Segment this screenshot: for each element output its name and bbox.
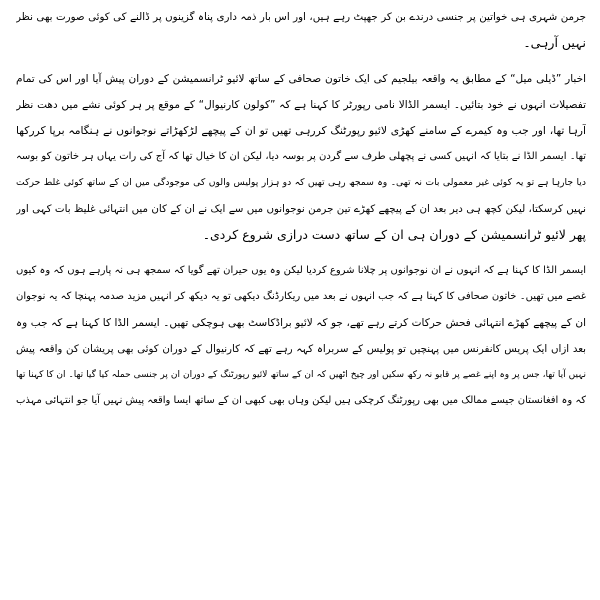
text-line: غصے میں تھیں۔ خاتون صحافی کا کہنا ہے کہ جب انہوں نے بعد میں ریکارڈنگ دیکھی تو یہ دیکھ کر انہیں مزید صدمہ پہنچا کہ یہ نوجوان bbox=[16, 291, 586, 302]
text-line: ایسمر الڈا کا کہنا ہے کہ انہوں نے ان نوجوانوں پر چلانا شروع کردیا لیکن وہ یوں حیران تھے گویا کہ سمجھ ہی نہ پارہے ہوں کہ وہ کیوں bbox=[16, 265, 586, 276]
text-line: پھر لائیو ٹرانسمیشن کے دوران ہی ان کے ساتھ دست درازی شروع کردی۔ bbox=[202, 227, 586, 242]
text-line: نہیں آیا تھا، جس پر وہ اپنے غصے پر قابو نہ رکھ سکیں اور چیخ اٹھیں کہ ان کے ساتھ لائیو رپورٹنگ کے دوران ان پر جنسی حملہ کیا گیا تھا۔ ان کا کہنا تھا bbox=[16, 370, 586, 380]
text-line: اخبار ”ڈیلی میل“ کے مطابق یہ واقعہ بیلجیم کی ایک خاتون صحافی کے ساتھ لائیو ٹرانسمیشن کے دوران پیش آیا اور اس کی تمام bbox=[16, 73, 586, 85]
text-line: بعد ازاں ایک پریس کانفرنس میں پہنچیں تو پولیس کے سربراہ کہہ رہے تھے کہ کارنیوال کے دوران کوئی بھی پریشان کن واقعہ پیش bbox=[16, 343, 586, 355]
text-line: ان کے پیچھے کھڑے انتہائی فحش حرکات کرتے رہے تھے، جو کہ لائیو براڈکاسٹ بھی ہوچکی تھیں۔ ایسمر الڈا کا کہنا ہے کہ جب وہ bbox=[16, 317, 586, 329]
paragraph-reporter-account bbox=[16, 258, 586, 414]
text-line: آرہا تھا، اور جب وہ کیمرے کے سامنے کھڑی لائیو رپورٹنگ کررہی تھیں تو ان کے پیچھے لڑکھڑاتے نوجوانوں نے ہنگامہ برپا کررکھا bbox=[16, 124, 586, 137]
text-line: دیا جارہا ہے تو یہ کوئی غیر معمولی بات نہ تھی۔ وہ سمجھ رہی تھیں کہ دو ہزار پولیس والوں کی موجودگی میں ان کے ساتھ کوئی غلط حرکت bbox=[16, 177, 586, 188]
text-line: کہ وہ افغانستان جیسے ممالک میں بھی رپورٹنگ کرچکی ہیں لیکن وہاں بھی کبھی ان کے ساتھ ایسا واقعہ پیش نہیں آیا جو انتہائی مہذب bbox=[16, 395, 586, 406]
text-line: نہیں کرسکتا، لیکن کچھ ہی دیر بعد ان کے پیچھے کھڑے تین جرمن نوجوانوں میں سے ایک نے ان کے کان میں انتہائی غلیظ بات کہی اور bbox=[16, 203, 586, 215]
paragraph-intro-continuation bbox=[16, 4, 586, 56]
text-line: تھا۔ ایسمر الڈا نے بتایا کہ انہیں کسی نے پچھلی طرف سے گردن پر بوسہ دیا، لیکن ان کا خیال تھا کہ آج کی رات یہاں ہر خاتون کو بوسہ bbox=[16, 151, 586, 162]
text-line: نہیں آرہی۔ bbox=[523, 35, 586, 50]
text-line: تفصیلات انہوں نے خود بتائیں۔ ایسمر الڈالا نامی رپورٹر کا کہنا ہے کہ ”کولون کارنیوال“ کے موقع پر ہر کوئی نشے میں دھت نظر bbox=[16, 99, 586, 111]
text-line: جرمن شہری ہی خواتین پر جنسی درندے بن کر جھپٹ رہے ہیں، اور اس بار ذمہ داری پناہ گزینوں پر ڈالنے کی کوئی صورت بھی نظر bbox=[16, 11, 586, 23]
paragraph-daily-mail-report bbox=[16, 66, 586, 248]
